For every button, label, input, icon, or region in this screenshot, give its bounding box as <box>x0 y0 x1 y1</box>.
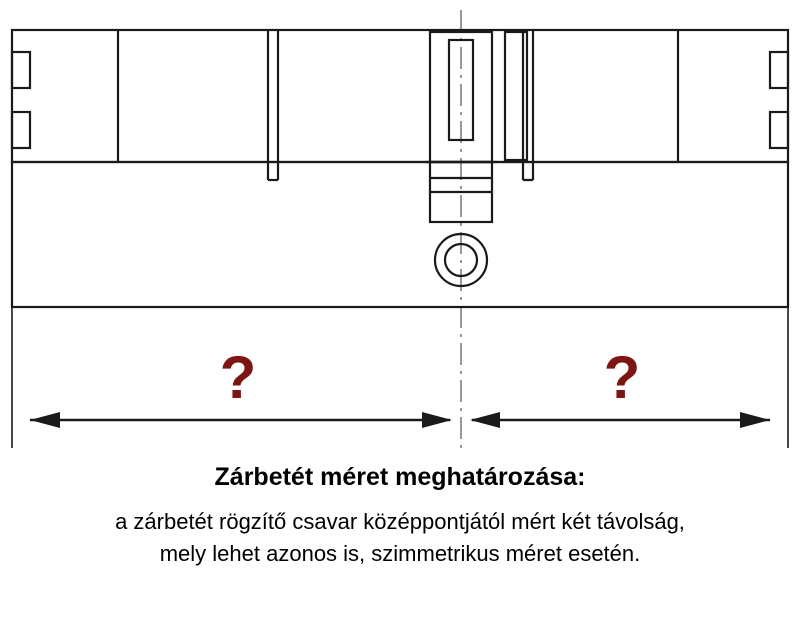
dimension-label-left: ? <box>219 344 257 411</box>
cylinder-lower-body <box>12 162 788 307</box>
left-end-notch-lower <box>12 112 30 148</box>
caption-line-1: a zárbetét rögzítő csavar középpontjától mért két távolság, <box>115 509 685 534</box>
right-end-notch-upper <box>770 52 788 88</box>
cylinder-upper-body <box>12 30 788 162</box>
dimension-label-right: ? <box>603 344 641 411</box>
caption-line-2: mely lehet azonos is, szimmetrikus méret esetén. <box>159 541 641 566</box>
arrow-right-inner <box>470 412 500 428</box>
left-end-notch-upper <box>12 52 30 88</box>
caption-title: Zárbetét méret meghatározása: <box>214 463 586 491</box>
arrow-left-inner <box>422 412 452 428</box>
arrow-right-outer <box>740 412 770 428</box>
right-end-notch-lower <box>770 112 788 148</box>
arrow-left-outer <box>30 412 60 428</box>
caption-block <box>0 462 800 570</box>
